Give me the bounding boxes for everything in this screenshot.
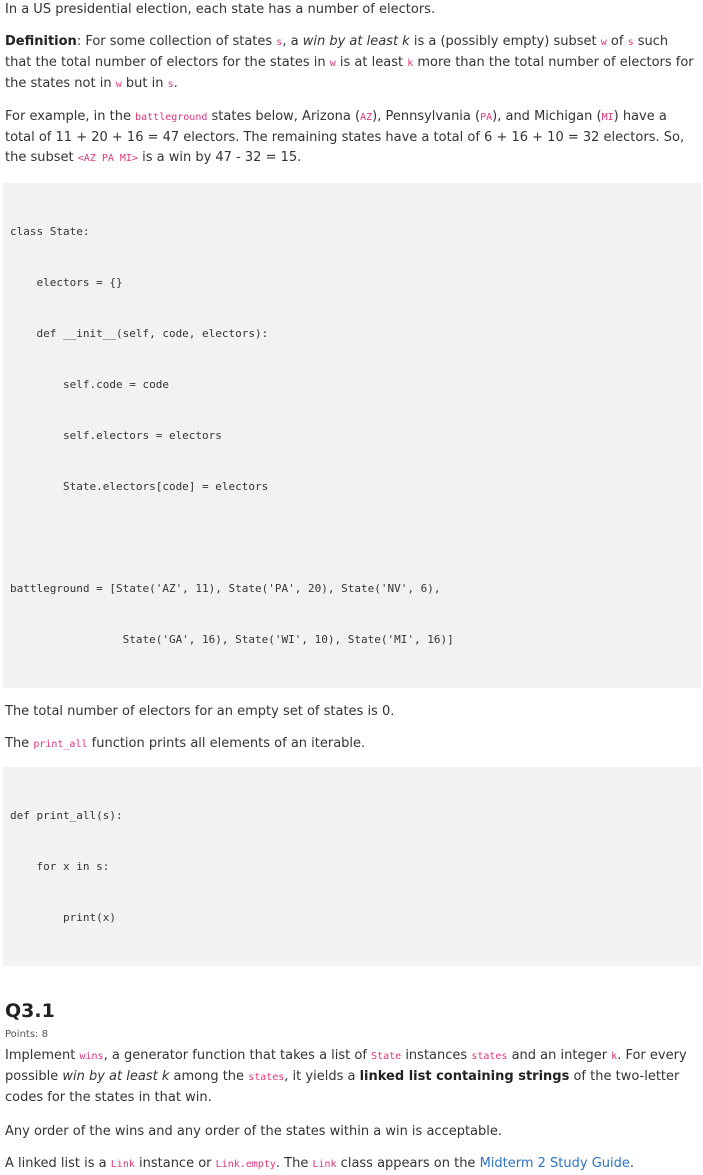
question-title: Q3.1 (5, 1000, 55, 1022)
inline-code: Link (110, 1159, 135, 1170)
intro-text: In a US presidential election, each state has a number of electors. (5, 2, 436, 17)
empty-total-text: The total number of electors for an empty set of states is 0. (5, 704, 395, 719)
inline-code: Link (312, 1159, 337, 1170)
print-all-code-block (3, 767, 701, 966)
state-class-code-block (3, 183, 701, 688)
emphasis: win by at least k (302, 34, 410, 49)
definition-paragraph: Definition: For some collection of states s, a win by at least k is a (possibly empty) subset w of s such that the total number of electors for the states in w is at least k more than the total number of electors for the states not in w but in s. (5, 34, 694, 91)
inline-code: s (276, 37, 283, 48)
inline-code: battleground (135, 112, 208, 123)
inline-code: AZ (360, 112, 373, 123)
inline-code: State (371, 1051, 402, 1062)
linked-list-note: A linked list is a Link instance or Link.empty. The Link class appears on the Midterm 2 Study Guide. (5, 1156, 635, 1171)
inline-code: k (407, 58, 414, 69)
code-line: self.code = code (10, 378, 169, 391)
code-line: print(x) (10, 911, 116, 924)
question-description: Implement wins, a generator function that takes a list of State instances states and an integer k. For every possible win by at least k among the states, it yields a linked list containing strings of the two-letter codes for the states in that win. (5, 1048, 687, 1105)
definition-label: Definition (5, 34, 77, 49)
study-guide-link[interactable]: Midterm 2 Study Guide (479, 1156, 630, 1171)
print-all-text: The print_all function prints all elements of an iterable. (5, 736, 366, 751)
inline-code: s (167, 79, 174, 90)
code-line: State.electors[code] = electors (10, 480, 269, 493)
code-line: def print_all(s): (10, 809, 123, 822)
inline-code: states (471, 1051, 508, 1062)
code-line: for x in s: (10, 860, 110, 873)
example-paragraph: For example, in the battleground states below, Arizona (AZ), Pennsylvania (PA), and Michigan (MI) have a total of 11 + 20 + 16 = 47 electors. The remaining states have a total of 6 + 16 + 10 = 32 electors. So, the subset <AZ PA MI> is a win by 47 - 32 = 15. (5, 109, 685, 165)
inline-code: w (115, 79, 122, 90)
inline-code: k (611, 1051, 618, 1062)
inline-code: MI (601, 112, 614, 123)
code-line: electors = {} (10, 276, 123, 289)
inline-code: w (600, 37, 607, 48)
inline-code: s (627, 37, 634, 48)
inline-code: print_all (33, 739, 88, 750)
code-line: def __init__(self, code, electors): (10, 327, 269, 340)
code-line: battleground = [State('AZ', 11), State('PA', 20), State('NV', 6), (10, 582, 441, 595)
bold-text: linked list containing strings (359, 1069, 570, 1084)
code-line: State('GA', 16), State('WI', 10), State('MI', 16)] (10, 633, 454, 646)
question-points: Points: 8 (5, 1029, 48, 1040)
code-line: self.electors = electors (10, 429, 222, 442)
inline-code: <AZ PA MI> (77, 153, 138, 164)
inline-code: Link.empty (215, 1159, 276, 1170)
inline-code: PA (480, 112, 493, 123)
inline-code: wins (79, 1051, 104, 1062)
code-line (10, 529, 694, 546)
order-note: Any order of the wins and any order of the states within a win is acceptable. (5, 1124, 503, 1139)
emphasis: win by at least k (62, 1069, 170, 1084)
inline-code: states (248, 1072, 285, 1083)
inline-code: w (329, 58, 336, 69)
code-line: class State: (10, 225, 90, 238)
